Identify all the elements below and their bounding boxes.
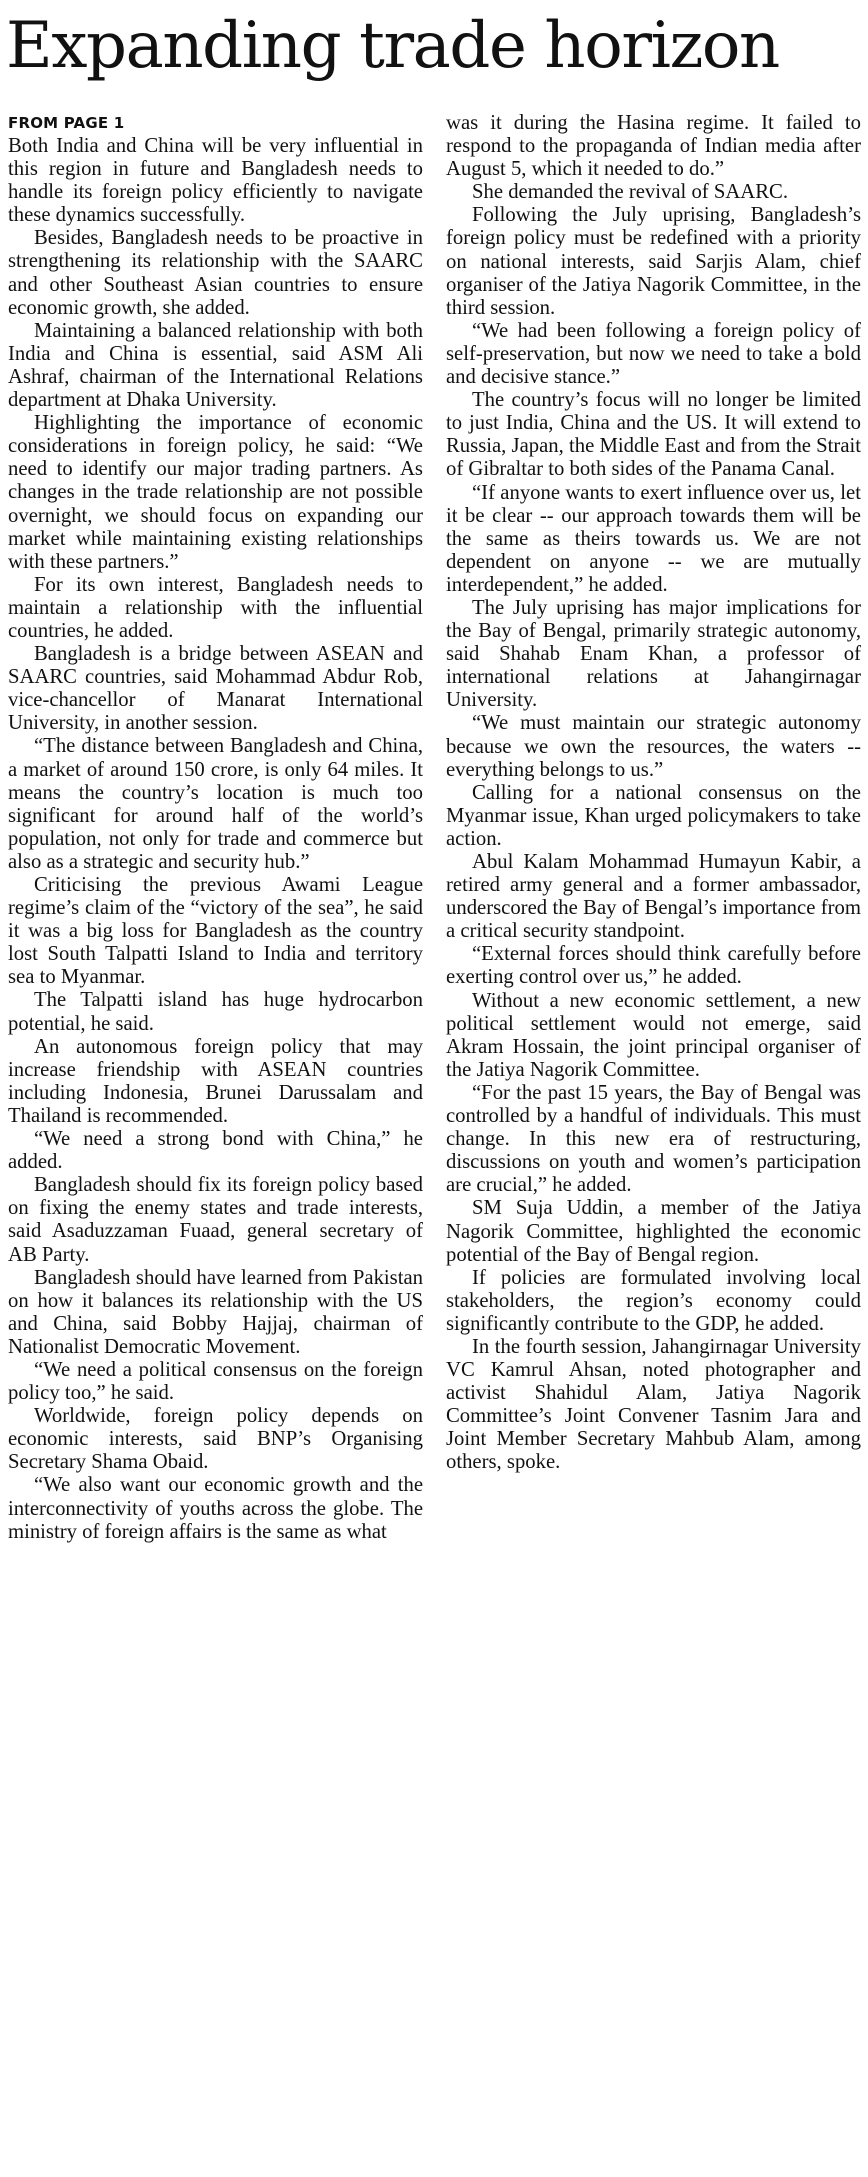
paragraph: “We also want our economic growth and the interconnectivity of youths across the globe. The ministry of foreign affairs is the same as what <box>8 1474 423 1543</box>
paragraph: In the fourth session, Jahangirnagar University VC Kamrul Ahsan, noted photographer and activist Shahidul Alam, Jatiya Nagorik Committee’s Joint Convener Tasnim Jara and Joint Member Secretary Mahbub Alam, among others, spoke. <box>446 1335 861 1474</box>
paragraph: Worldwide, foreign policy depends on economic interests, said BNP’s Organising Secretary Shama Obaid. <box>8 1405 423 1474</box>
paragraph: “The distance between Bangladesh and China, a market of around 150 crore, is only 64 miles. It means the country’s location is much too significant for around half of the world’s population, not only for trade and commerce but also as a strategic and security hub.” <box>8 735 423 873</box>
paragraph: Calling for a national consensus on the Myanmar issue, Khan urged policymakers to take action. <box>446 781 861 850</box>
paragraph: If policies are formulated involving local stakeholders, the region’s economy could significantly contribute to the GDP, he added. <box>446 1266 861 1335</box>
paragraph: Following the July uprising, Bangladesh’s foreign policy must be redefined with a priority on national interests, said Sarjis Alam, chief organiser of the Jatiya Nagorik Committee, in the third session. <box>446 204 861 319</box>
paragraph: “We need a strong bond with China,” he added. <box>8 1128 423 1174</box>
paragraph: An autonomous foreign policy that may increase friendship with ASEAN countries including Indonesia, Brunei Darussalam and Thailand is recommended. <box>8 1035 423 1127</box>
dateline: FROM PAGE 1 <box>8 114 125 132</box>
paragraph: For its own interest, Bangladesh needs to maintain a relationship with the influential countries, he added. <box>8 573 423 642</box>
article-column-right <box>446 112 861 2167</box>
paragraph: Highlighting the importance of economic considerations in foreign policy, he said: “We need to identify our major trading partners. As changes in the trade relationship are not possible overnight, we should focus on expanding our market while maintaining existing relationships with these partners.” <box>8 412 423 573</box>
paragraph: Maintaining a balanced relationship with both India and China is essential, said ASM Ali Ashraf, chairman of the International Relations department at Dhaka University. <box>8 319 423 412</box>
paragraph: “For the past 15 years, the Bay of Bengal was controlled by a handful of individuals. This must change. In this new era of restructuring, discussions on youth and women’s participation are crucial,” he added. <box>446 1081 861 1197</box>
paragraph: She demanded the revival of SAARC. <box>472 181 788 204</box>
headline: Expanding trade horizon <box>6 9 779 83</box>
paragraph: The country’s focus will no longer be limited to just India, China and the US. It will extend to Russia, Japan, the Middle East and from the Strait of Gibraltar to both sides of the Panama Canal. <box>446 389 861 481</box>
paragraph: “We must maintain our strategic autonomy because we own the resources, the waters -- everything belongs to us.” <box>446 712 861 781</box>
paragraph: Besides, Bangladesh needs to be proactive in strengthening its relationship with the SAARC and other Southeast Asian countries to ensure economic growth, she added. <box>8 227 423 319</box>
paragraph: Bangladesh should have learned from Pakistan on how it balances its relationship with the US and China, said Bobby Hajjaj, chairman of Nationalist Democratic Movement. <box>8 1266 423 1358</box>
paragraph: “We need a political consensus on the foreign policy too,” he said. <box>8 1358 423 1405</box>
paragraph: The July uprising has major implications for the Bay of Bengal, primarily strategic autonomy, said Shahab Enam Khan, a professor of international relations at Jahangirnagar University. <box>446 596 861 712</box>
paragraph: “External forces should think carefully before exerting control over us,” he added. <box>446 943 861 989</box>
paragraph: Abul Kalam Mohammad Humayun Kabir, a retired army general and a former ambassador, underscored the Bay of Bengal’s importance from a critical security standpoint. <box>446 851 861 943</box>
paragraph: The Talpatti island has huge hydrocarbon potential, he said. <box>8 989 423 1035</box>
paragraph: Both India and China will be very influential in this region in future and Bangladesh needs to handle its foreign policy efficiently to navigate these dynamics successfully. <box>8 135 423 227</box>
paragraph: Without a new economic settlement, a new political settlement would not emerge, said Akram Hossain, the joint principal organiser of the Jatiya Nagorik Committee. <box>446 989 861 1081</box>
paragraph: Bangladesh should fix its foreign policy based on fixing the enemy states and trade interests, said Asaduzzaman Fuaad, general secretary of AB Party. <box>8 1174 423 1266</box>
paragraph: Bangladesh is a bridge between ASEAN and SAARC countries, said Mohammad Abdur Rob, vice-chancellor of Manarat International University, in another session. <box>8 643 423 735</box>
paragraph: SM Suja Uddin, a member of the Jatiya Nagorik Committee, highlighted the economic potential of the Bay of Bengal region. <box>446 1197 861 1266</box>
paragraph: “We had been following a foreign policy of self-preservation, but now we need to take a bold and decisive stance.” <box>446 319 861 389</box>
paragraph: Criticising the previous Awami League regime’s claim of the “victory of the sea”, he said it was a big loss for Bangladesh as the country lost South Talpatti Island to India and territory sea to Myanmar. <box>8 874 423 989</box>
article-column-left <box>8 112 423 2167</box>
paragraph: “If anyone wants to exert influence over us, let it be clear -- our approach towards them will be the same as theirs towards us. We are not dependent on anyone -- we are mutually interdependent,” he added. <box>446 481 861 596</box>
paragraph-continuation: was it during the Hasina regime. It failed to respond to the propaganda of Indian media after August 5, which it needed to do.” <box>446 112 861 181</box>
